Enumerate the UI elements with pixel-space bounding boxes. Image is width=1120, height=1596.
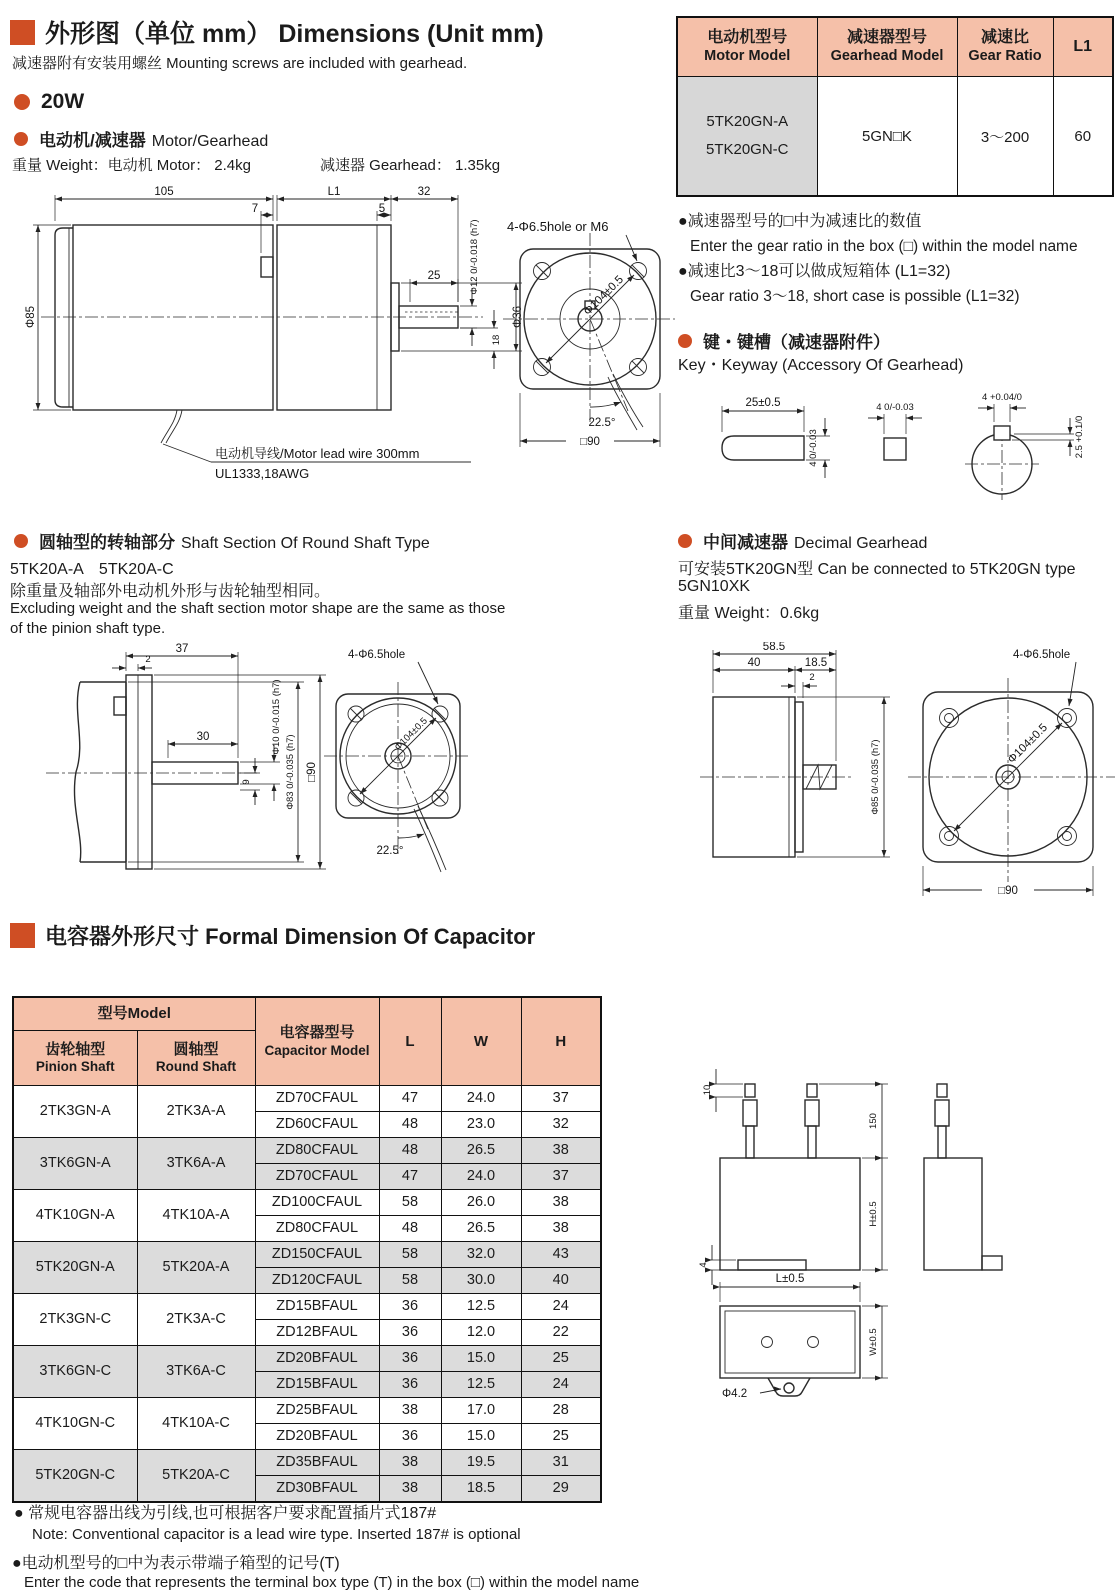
- table-cell: 22: [521, 1319, 601, 1345]
- dim-label: 40: [747, 657, 761, 669]
- dim-label: Φ104±0.5: [1005, 721, 1051, 767]
- section-marker-square: [10, 923, 35, 948]
- dim-label: 37: [175, 643, 189, 655]
- round-shaft-drawing: [18, 642, 468, 904]
- table-cell: 12.5: [441, 1293, 521, 1319]
- table-cell: 43: [521, 1241, 601, 1267]
- page-subtitle: 减速器附有安装用螺丝 Mounting screws are included with gearhead.: [12, 55, 468, 72]
- footer-note-zh: ●电动机型号的□中为表示带端子箱型的记号(T): [12, 1555, 340, 1572]
- table-cell: 23.0: [441, 1111, 521, 1137]
- table-cell: 58: [379, 1189, 441, 1215]
- note-line: Enter the gear ratio in the box (□) within the model name: [690, 238, 1078, 255]
- terminal: [743, 1084, 757, 1158]
- round-model-cell: 3TK6A-A: [137, 1137, 255, 1189]
- pinion-model-cell: 5TK20GN-A: [13, 1241, 137, 1293]
- capacitor-model-cell: ZD150CFAUL: [255, 1241, 379, 1267]
- title-zh: 外形图（单位 mm）: [45, 20, 272, 48]
- key-keyway-drawing: [682, 378, 1112, 503]
- pinion-model-cell: 5TK20GN-C: [13, 1449, 137, 1502]
- table-cell: 47: [379, 1085, 441, 1111]
- table-cell: 24: [521, 1371, 601, 1397]
- holes-label: 4-Φ6.5hole: [1013, 649, 1071, 661]
- dim-label: 25: [427, 270, 441, 282]
- heading-zh: 电动机/减速器: [39, 131, 146, 150]
- table-cell: 32.0: [441, 1241, 521, 1267]
- capacitor-model-cell: ZD30BFAUL: [255, 1475, 379, 1502]
- col-pinion-shaft: 齿轮轴型 Pinion Shaft: [13, 1030, 137, 1085]
- capacitor-model-cell: ZD35BFAUL: [255, 1449, 379, 1475]
- bullet-icon: [14, 94, 30, 110]
- table-cell: 25: [521, 1423, 601, 1449]
- decimal-gearhead-drawing: [678, 642, 1118, 904]
- dim-label: Φ12 0/-0.018 (h7): [469, 219, 480, 295]
- capacitor-body-side: [924, 1158, 982, 1270]
- table-row: [13, 1189, 601, 1215]
- col-l1: L1: [1053, 17, 1113, 77]
- capacitor-model-cell: ZD15BFAUL: [255, 1371, 379, 1397]
- capacitor-model-cell: ZD12BFAUL: [255, 1319, 379, 1345]
- dim-label: Φ104±0.5: [392, 715, 430, 753]
- table-row: [13, 1137, 601, 1163]
- dim-label: □90: [306, 762, 318, 782]
- dim-label: L1: [327, 186, 341, 198]
- gearhead-body: [277, 225, 391, 410]
- weight-gearhead: 减速器 Gearhead： 1.35kg: [320, 157, 501, 174]
- round-model-cell: 4TK10A-A: [137, 1189, 255, 1241]
- decimal-model: 5GN10XK: [678, 578, 751, 595]
- dim-label: 4 +0.04/0: [982, 392, 1022, 403]
- table-cell: 17.0: [441, 1397, 521, 1423]
- dim-label: Φ85: [25, 306, 37, 328]
- motor-gearhead-heading: [14, 126, 268, 151]
- l1-cell: 60: [1053, 77, 1113, 197]
- table-cell: 15.0: [441, 1345, 521, 1371]
- table-row: [13, 1085, 601, 1111]
- page-title: [10, 14, 544, 50]
- heading-en: Shaft Section Of Round Shaft Type: [181, 535, 430, 552]
- dim-label: 2: [145, 654, 151, 665]
- table-cell: 26.5: [441, 1215, 521, 1241]
- dim-label: 2.5 +0.1/0: [1074, 415, 1085, 459]
- dim-label: 4: [698, 1262, 709, 1268]
- table-row: [13, 1449, 601, 1475]
- title-en: Dimensions (Unit mm): [278, 20, 544, 48]
- table-cell: 36: [379, 1423, 441, 1449]
- round-model-cell: 5TK20A-C: [137, 1449, 255, 1502]
- capacitor-drawing: [672, 1066, 1012, 1406]
- footer-note-en: Note: Conventional capacitor is a lead wire type. Inserted 187# is optional: [32, 1526, 521, 1543]
- table-header-row: [13, 997, 601, 1030]
- dim-label: Φ10 0/-0.015 (h7): [271, 679, 282, 755]
- heading-zh: 中间减速器: [703, 533, 788, 552]
- note-line: ●减速比3～18可以做成短箱体 (L1=32): [678, 263, 951, 280]
- table-cell: 48: [379, 1137, 441, 1163]
- table-cell: 28: [521, 1397, 601, 1423]
- col-round-shaft: 圆轴型 Round Shaft: [137, 1030, 255, 1085]
- table-cell: 30.0: [441, 1267, 521, 1293]
- table-cell: 38: [521, 1137, 601, 1163]
- dim-label: 18: [491, 334, 502, 346]
- dim-label: 4 0/-0.03: [808, 429, 819, 467]
- col-w: W: [441, 997, 521, 1085]
- pinion-model-cell: 2TK3GN-A: [13, 1085, 137, 1137]
- weight-motor: 重量 Weight：电动机 Motor： 2.4kg: [12, 157, 251, 174]
- capacitor-model-cell: ZD120CFAUL: [255, 1267, 379, 1293]
- gear-ratio-notes: [678, 210, 1118, 310]
- table-cell: 25: [521, 1345, 601, 1371]
- dim-label: 32: [417, 186, 431, 198]
- heading-en: Decimal Gearhead: [794, 535, 928, 552]
- dim-label: Φ4.2: [722, 1388, 748, 1400]
- capacitor-body-front: [720, 1158, 860, 1270]
- table-header-row: [677, 17, 1113, 77]
- round-model-cell: 5TK20A-A: [137, 1241, 255, 1293]
- motor-body-broken: [80, 682, 126, 862]
- motor-dimension-drawing: [25, 185, 675, 495]
- bullet-icon: [14, 534, 28, 548]
- gearhead-model-cell: 5GN□K: [817, 77, 957, 197]
- table-cell: 47: [379, 1163, 441, 1189]
- table-cell: 24.0: [441, 1085, 521, 1111]
- footer-note-zh: ● 常规电容器出线为引线,也可根据客户要求配置插片式187#: [14, 1505, 437, 1522]
- title-zh: 电容器外形尺寸: [45, 924, 200, 949]
- motor-endcap: [55, 228, 73, 407]
- key-keyway-heading-en: Key・Keyway (Accessory Of Gearhead): [678, 357, 964, 374]
- table-row: [13, 1345, 601, 1371]
- dim-label: □90: [580, 436, 600, 448]
- dim-label: 4 0/-0.03: [876, 402, 914, 413]
- table-cell: 48: [379, 1111, 441, 1137]
- table-cell: 40: [521, 1267, 601, 1293]
- pinion-model-cell: 3TK6GN-C: [13, 1345, 137, 1397]
- motor-model-cell: 5TK20GN-A 5TK20GN-C: [677, 77, 817, 197]
- dim-label: 2: [809, 672, 815, 683]
- capacitor-model-cell: ZD70CFAUL: [255, 1163, 379, 1189]
- dim-label: 30: [196, 731, 210, 743]
- table-cell: 12.5: [441, 1371, 521, 1397]
- decimal-weight: 重量 Weight：0.6kg: [678, 605, 820, 622]
- round-model-cell: 4TK10A-C: [137, 1397, 255, 1449]
- table-cell: 19.5: [441, 1449, 521, 1475]
- dim-label: 105: [154, 186, 174, 198]
- pinion-model-cell: 4TK10GN-A: [13, 1189, 137, 1241]
- holes-label: 4-Φ6.5hole: [348, 649, 406, 661]
- dim-label: □90: [998, 885, 1018, 897]
- table-row: [13, 1293, 601, 1319]
- motor-body: [73, 225, 273, 410]
- power-heading: [14, 90, 84, 114]
- col-model-group: 型号Model: [13, 997, 255, 1030]
- pinion-model-cell: 4TK10GN-C: [13, 1397, 137, 1449]
- table-row: [677, 77, 1113, 197]
- capacitor-model-cell: ZD15BFAUL: [255, 1293, 379, 1319]
- bullet-icon: [678, 334, 692, 348]
- table-cell: 38: [379, 1475, 441, 1502]
- dim-label: 5: [378, 203, 386, 215]
- heading-zh: 键・键槽（减速器附件）: [703, 333, 890, 352]
- capacitor-table-body: [13, 1085, 601, 1502]
- dim-label: 9: [241, 779, 252, 785]
- pinion-model-cell: 3TK6GN-A: [13, 1137, 137, 1189]
- capacitor-model-cell: ZD80CFAUL: [255, 1137, 379, 1163]
- dim-label: Φ85 0/-0.035 (h7): [870, 739, 881, 815]
- table-cell: 26.0: [441, 1189, 521, 1215]
- dim-label: 150: [868, 1113, 879, 1129]
- dim-label: 25±0.5: [745, 397, 781, 409]
- terminal: [805, 1084, 819, 1158]
- section-marker-square: [10, 20, 35, 45]
- col-h: H: [521, 997, 601, 1085]
- heading-en: Motor/Gearhead: [151, 133, 269, 150]
- table-row: [13, 1241, 601, 1267]
- table-cell: 32: [521, 1111, 601, 1137]
- dim-label: 58.5: [762, 642, 786, 653]
- flange: [126, 675, 152, 869]
- table-cell: 37: [521, 1085, 601, 1111]
- capacitor-model-cell: ZD80CFAUL: [255, 1215, 379, 1241]
- dim-label: 18.5: [804, 657, 828, 669]
- table-cell: 38: [379, 1397, 441, 1423]
- table-cell: 15.0: [441, 1423, 521, 1449]
- terminal: [935, 1084, 949, 1158]
- key-keyway-heading: [678, 328, 890, 353]
- table-cell: 36: [379, 1345, 441, 1371]
- power-label: 20W: [41, 90, 85, 113]
- table-cell: 36: [379, 1293, 441, 1319]
- capacitor-table: [12, 996, 602, 1503]
- round-shaft-models: 5TK20A-A 5TK20A-C: [10, 561, 174, 578]
- holes-label: 4-Φ6.5hole or M6: [507, 219, 609, 234]
- dim-label: Φ104±0.5: [581, 273, 627, 319]
- bullet-icon: [14, 132, 28, 146]
- capacitor-section-title: [10, 920, 535, 951]
- table-cell: 58: [379, 1241, 441, 1267]
- dim-label: L±0.5: [775, 1273, 805, 1285]
- decimal-desc: 可安装5TK20GN型 Can be connected to 5TK20GN type: [678, 561, 1076, 578]
- capacitor-model-cell: ZD100CFAUL: [255, 1189, 379, 1215]
- lead-wire-spec: UL1333,18AWG: [215, 466, 310, 481]
- table-cell: 31: [521, 1449, 601, 1475]
- table-cell: 38: [379, 1449, 441, 1475]
- decimal-gearhead-heading: [678, 528, 927, 553]
- capacitor-body-top: [720, 1306, 860, 1378]
- round-shaft-heading: [14, 528, 430, 553]
- note-line: ●减速器型号的□中为减速比的数值: [678, 213, 922, 230]
- table-cell: 12.0: [441, 1319, 521, 1345]
- col-capacitor-model: 电容器型号 Capacitor Model: [255, 997, 379, 1085]
- dim-label: W±0.5: [868, 1328, 879, 1356]
- table-cell: 36: [379, 1319, 441, 1345]
- heading-zh: 圆轴型的转轴部分: [39, 533, 175, 552]
- round-shaft-desc-zh: 除重量及轴部外电动机外形与齿轮轴型相同。: [10, 583, 331, 600]
- round-model-cell: 2TK3A-A: [137, 1085, 255, 1137]
- dim-label: 7: [251, 203, 259, 215]
- model-table: [676, 16, 1114, 197]
- lead-wire-label: 电动机导线/Motor lead wire 300mm: [215, 446, 420, 461]
- table-cell: 48: [379, 1215, 441, 1241]
- angle-label: 22.5°: [588, 417, 616, 429]
- table-cell: 37: [521, 1163, 601, 1189]
- angle-label: 22.5°: [376, 845, 404, 857]
- round-shaft-desc-en1: Excluding weight and the shaft section motor shape are the same as those: [10, 600, 506, 617]
- key-side-view: [722, 436, 804, 460]
- col-gear-ratio: 减速比 Gear Ratio: [957, 17, 1053, 77]
- table-cell: 26.5: [441, 1137, 521, 1163]
- capacitor-model-cell: ZD60CFAUL: [255, 1111, 379, 1137]
- table-cell: 36: [379, 1371, 441, 1397]
- dim-label: Φ83 0/-0.035 (h7): [285, 734, 296, 810]
- capacitor-model-cell: ZD70CFAUL: [255, 1085, 379, 1111]
- gear-ratio-cell: 3～200: [957, 77, 1053, 197]
- round-model-cell: 3TK6A-C: [137, 1345, 255, 1397]
- dim-label: H±0.5: [868, 1201, 879, 1227]
- bullet-icon: [678, 534, 692, 548]
- pinion-model-cell: 2TK3GN-C: [13, 1293, 137, 1345]
- table-cell: 18.5: [441, 1475, 521, 1502]
- round-shaft-desc-en2: of the pinion shaft type.: [10, 620, 166, 637]
- dim-label: Φ36: [512, 306, 524, 328]
- table-cell: 38: [521, 1215, 601, 1241]
- table-cell: 58: [379, 1267, 441, 1293]
- note-line: Gear ratio 3～18, short case is possible (L1=32): [690, 288, 1020, 305]
- table-cell: 24.0: [441, 1163, 521, 1189]
- col-gearhead-model: 减速器型号 Gearhead Model: [817, 17, 957, 77]
- table-row: [13, 1397, 601, 1423]
- title-en: Formal Dimension Of Capacitor: [205, 924, 536, 949]
- col-l: L: [379, 997, 441, 1085]
- table-cell: 38: [521, 1189, 601, 1215]
- capacitor-model-cell: ZD20BFAUL: [255, 1423, 379, 1449]
- table-cell: 29: [521, 1475, 601, 1502]
- footer-note-en: Enter the code that represents the terminal box type (T) in the box (□) within the model name: [24, 1574, 640, 1591]
- table-cell: 24: [521, 1293, 601, 1319]
- key-section-view: [884, 438, 906, 460]
- capacitor-model-cell: ZD25BFAUL: [255, 1397, 379, 1423]
- col-motor-model: 电动机型号 Motor Model: [677, 17, 817, 77]
- capacitor-model-cell: ZD20BFAUL: [255, 1345, 379, 1371]
- dim-label: 10: [702, 1084, 713, 1096]
- round-model-cell: 2TK3A-C: [137, 1293, 255, 1345]
